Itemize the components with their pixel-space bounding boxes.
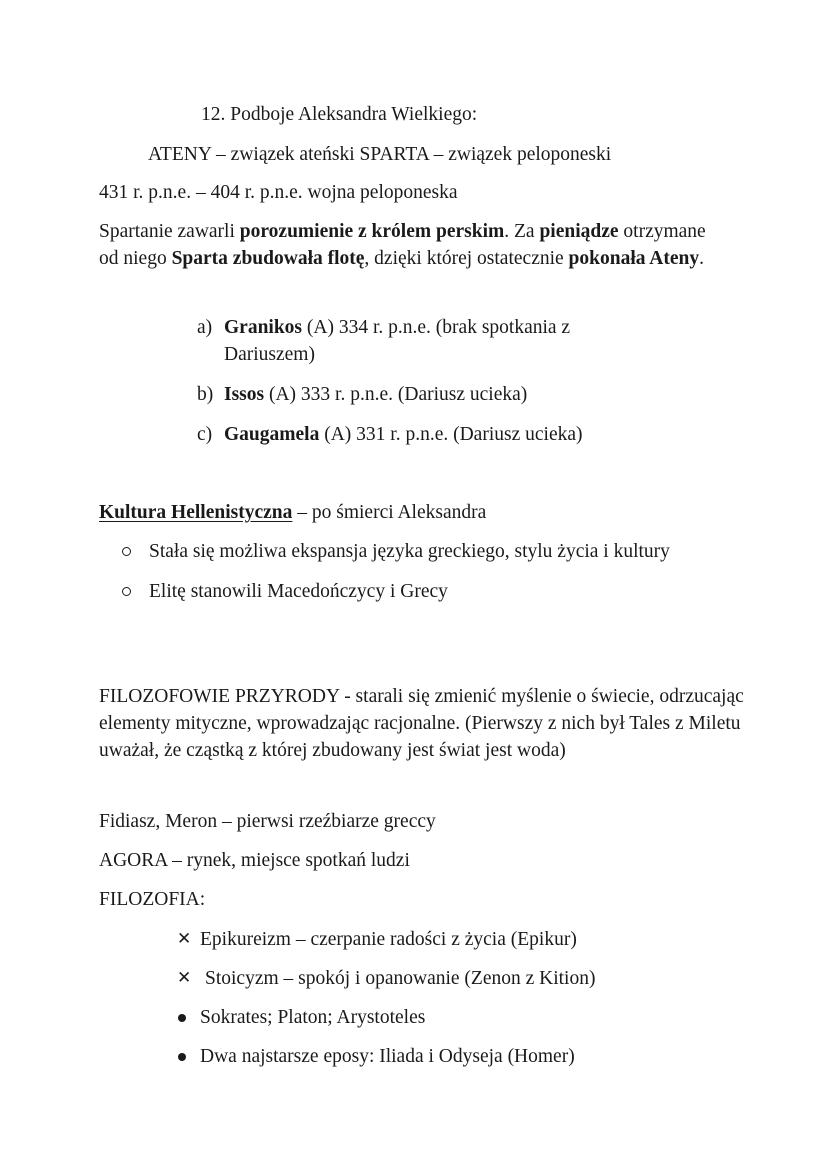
battle-item <box>197 381 667 408</box>
battle-details: (A) 334 r. p.n.e. (brak spotkania z Dariuszem) <box>224 317 571 365</box>
battle-details: (A) 333 r. p.n.e. (Dariusz ucieka) <box>264 384 528 405</box>
text-segment: Spartanie zawarli <box>99 221 240 242</box>
bold-segment: pieniądze <box>539 221 619 242</box>
battle-details: (A) 331 r. p.n.e. (Dariusz ucieka) <box>319 424 583 445</box>
war-dates-line: 431 r. p.n.e. – 404 r. p.n.e. wojna peloponeska <box>99 182 458 203</box>
list-item <box>176 965 736 992</box>
philosophy-list <box>176 926 736 1070</box>
list-item-text: Epikureizm – czerpanie radości z życia (Epikur) <box>200 929 577 950</box>
battles-list <box>197 314 667 448</box>
hellenistic-title: Kultura Hellenistyczna <box>99 502 293 523</box>
battle-name: Gaugamela <box>224 424 320 445</box>
bold-segment: porozumienie z królem perskim <box>239 221 505 242</box>
sparta-paragraph <box>99 218 719 272</box>
circle-bullet-icon <box>122 587 131 596</box>
battle-item <box>197 421 667 448</box>
list-item-text: Dwa najstarsze eposy: Iliada i Odyseja (Homer) <box>200 1046 575 1067</box>
cross-bullet-icon: ✕ <box>177 929 192 949</box>
list-item-text: Stoicyzm – spokój i opanowanie (Zenon z Kition) <box>205 968 596 989</box>
battle-name: Granikos <box>224 317 303 338</box>
text-segment: , dzięki której ostatecznie <box>364 248 569 269</box>
bullet-dot-icon <box>178 1014 186 1022</box>
cross-bullet-icon: ✕ <box>177 968 192 988</box>
list-marker: a) <box>197 317 213 338</box>
list-item-text: Stała się możliwa ekspansja języka greckiego, stylu życia i kultury <box>149 541 670 562</box>
section-heading: 12. Podboje Aleksandra Wielkiego: <box>201 104 478 125</box>
bold-segment: pokonała Ateny <box>568 248 700 269</box>
philosophers-paragraph: FILOZOFOWIE PRZYRODY - starali się zmienić myślenie o świecie, odrzucając elementy mityczne, wprowadzając racjonalne. (Pierwszy z nich był Tales z Miletu uważał, że cząstką z której zbudowany jest świat jest woda) <box>99 686 744 761</box>
list-item <box>120 578 710 605</box>
list-marker: c) <box>197 424 213 445</box>
list-item-text: Sokrates; Platon; Arystoteles <box>200 1007 426 1028</box>
philosophy-label: FILOZOFIA: <box>99 889 206 910</box>
text-segment: . Za <box>504 221 540 242</box>
list-item-text: Elitę stanowili Macedończycy i Grecy <box>149 581 448 602</box>
list-item <box>176 1004 736 1031</box>
list-marker: b) <box>197 384 214 405</box>
battle-name: Issos <box>224 384 265 405</box>
circle-bullet-icon <box>122 547 131 556</box>
bold-segment: Sparta zbudowała flotę <box>171 248 365 269</box>
text-segment: otrzymane od niego <box>99 221 706 269</box>
hellenistic-subtitle: – po śmierci Aleksandra <box>292 502 487 523</box>
list-item <box>176 926 736 953</box>
battle-item <box>197 314 644 368</box>
text-segment: . <box>699 248 704 269</box>
hellenistic-list <box>120 538 710 605</box>
list-item <box>176 1043 736 1070</box>
agora-line: AGORA – rynek, miejsce spotkań ludzi <box>99 850 410 871</box>
list-item <box>120 538 710 565</box>
sculptors-line: Fidiasz, Meron – pierwsi rzeźbiarze greccy <box>99 811 436 832</box>
bullet-dot-icon <box>178 1053 186 1061</box>
alliances-line: ATENY – związek ateński SPARTA – związek peloponeski <box>148 144 612 165</box>
hellenistic-heading <box>99 499 486 526</box>
